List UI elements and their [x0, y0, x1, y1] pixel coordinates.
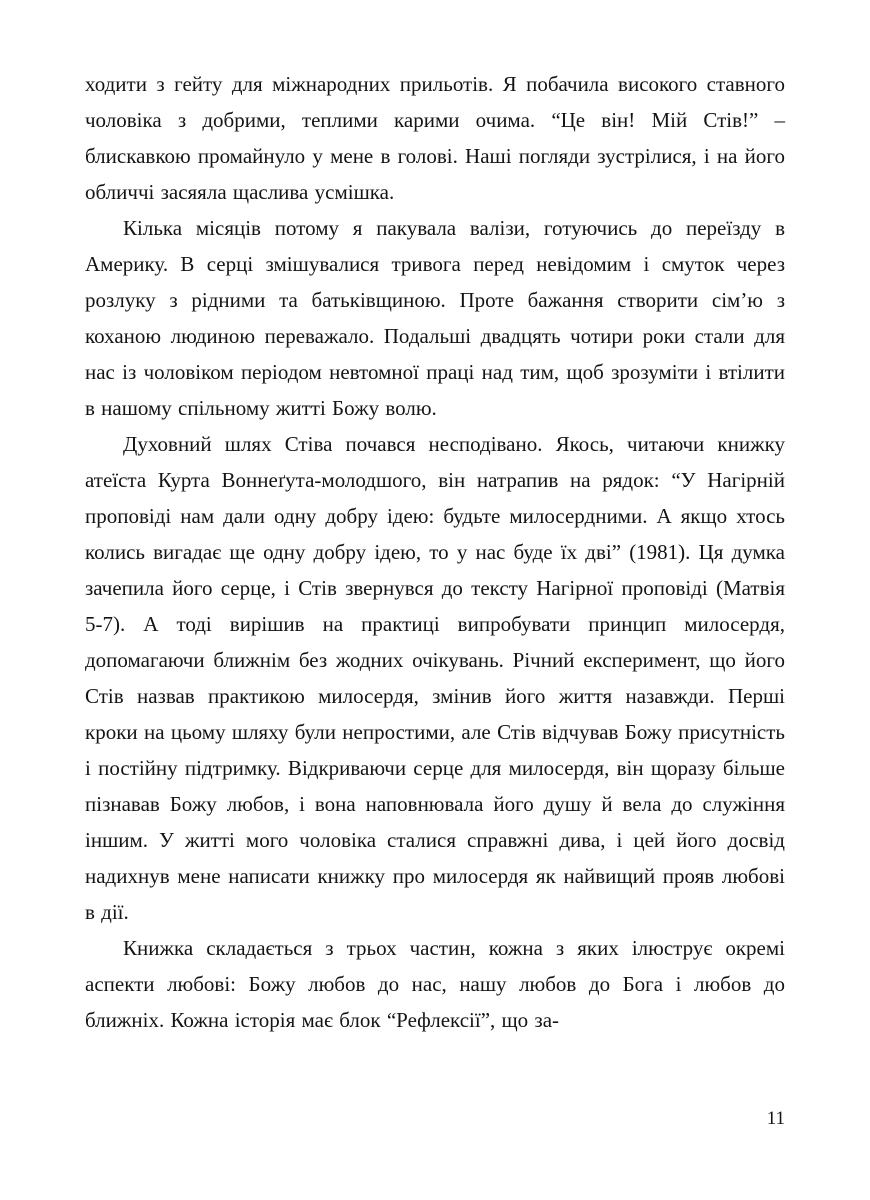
- paragraph: Духовний шлях Стіва почався несподівано. Якось, читаючи книжку атеїста Курта Воннеґута-молодшого, він натрапив на рядок: “У Нагірній проповіді нам дали одну добру ідею: будьте милосердними. А якщо хтось колись вигадає ще одну добру ідею, то у нас буде їх дві” (1981). Ця думка зачепила його серце, і Стів звернувся до тексту Нагірної проповіді (Матвія 5-7). А тоді вирішив на практиці випробувати принцип милосердя, допомагаючи ближнім без жодних очікувань. Річний експеримент, що його Стів назвав практикою милосердя, змінив його життя назавжди. Перші кроки на цьому шляху були непростими, але Стів відчував Божу присутність і постійну підтримку. Відкриваючи серце для милосердя, він щоразу більше пізнавав Божу любов, і вона наповнювала його душу й вела до служіння іншим. У житті мого чоловіка сталися справжні дива, і цей його досвід надихнув мене написати книжку про милосердя як найвищий прояв любові в дії.: [85, 432, 785, 924]
- paragraph-continuation: ходити з гейту для міжнародних прильотів. Я побачила високого ставного чоловіка з добрими, теплими карими очима. “Це він! Мій Стів!” – блискавкою промайнуло у мене в голові. Наші погляди зустрілися, і на його обличчі засяяла щаслива усмішка.: [85, 72, 785, 204]
- body-text: [85, 66, 785, 1038]
- paragraph: Кілька місяців потому я пакувала валізи, готуючись до переїзду в Америку. В серці змішувалися тривога перед невідомим і смуток через розлуку з рідними та батьківщиною. Проте бажання створити сім’ю з коханою людиною переважало. Подальші двадцять чотири роки стали для нас із чоловіком періодом невтомної праці над тим, щоб зрозуміти і втілити в нашому спільному житті Божу волю.: [85, 216, 785, 420]
- page-number: 11: [766, 1108, 785, 1129]
- paragraph: Книжка складається з трьох частин, кожна з яких ілюструє окремі аспекти любові: Божу любов до нас, нашу любов до Бога і любов до ближніх. Кожна історія має блок “Рефлексії”, що за-: [85, 936, 785, 1032]
